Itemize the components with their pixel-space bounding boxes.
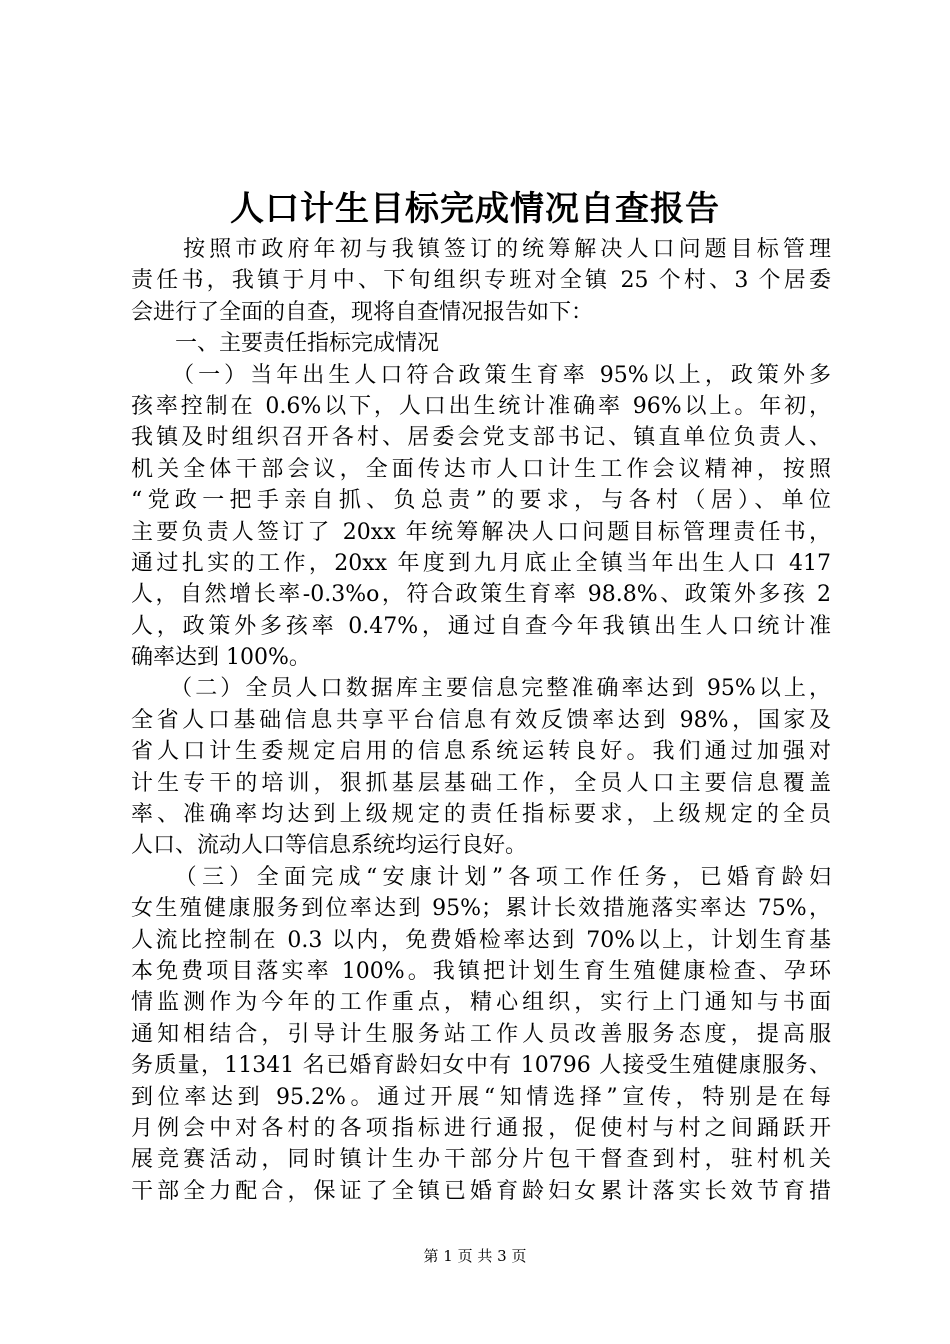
text-line: 人流比控制在 0.3 以内，免费婚检率达到 70%以上，计划生育基 [131, 927, 831, 953]
text-line: 主要负责人签订了 20xx 年统筹解决人口问题目标管理责任书， [131, 519, 831, 545]
text-line: 确率达到 100%。 [131, 645, 311, 671]
text-line: 人，自然增长率-0.3%o，符合政策生育率 98.8%、政策外多孩 2 [131, 582, 831, 608]
text-line: 孩率控制在 0.6%以下，人口出生统计准确率 96%以上。年初， [131, 393, 831, 419]
text-line: 全省人口基础信息共享平台信息有效反馈率达到 98%，国家及 [131, 707, 831, 733]
text-line: （二）全员人口数据库主要信息完整准确率达到 95%以上， [131, 676, 831, 702]
document-body [131, 234, 831, 1207]
text-line: 会进行了全面的自查，现将自查情况报告如下： [131, 299, 594, 325]
text-line: 机关全体干部会议，全面传达市人口计生工作会议精神，按照 [131, 456, 831, 482]
text-line: 责任书，我镇于月中、下旬组织专班对全镇 25 个村、3 个居委 [131, 268, 831, 294]
page-footer: 第 1 页 共 3 页 [423, 1247, 527, 1265]
text-line: 一、主要责任指标完成情况 [131, 331, 440, 357]
text-line: 展竞赛活动，同时镇计生办干部分片包干督查到村，驻村机关 [131, 1147, 831, 1173]
text-line: 人口、流动人口等信息系统均运行良好。 [131, 833, 528, 859]
text-line: 到位率达到 95.2%。通过开展“知情选择”宣传，特别是在每 [131, 1084, 831, 1110]
text-line: 情监测作为今年的工作重点，精心组织，实行上门通知与书面 [131, 990, 831, 1016]
text-line: 通知相结合，引导计生服务站工作人员改善服务态度，提高服 [131, 1021, 831, 1047]
text-line: （三）全面完成“安康计划”各项工作任务，已婚育龄妇 [131, 864, 831, 890]
text-line: 干部全力配合，保证了全镇已婚育龄妇女累计落实长效节育措 [131, 1178, 831, 1204]
text-line: 按照市政府年初与我镇签订的统筹解决人口问题目标管理 [131, 237, 831, 262]
text-line: 率、准确率均达到上级规定的责任指标要求，上级规定的全员 [131, 802, 831, 828]
text-line: 人，政策外多孩率 0.47%，通过自查今年我镇出生人口统计准 [131, 613, 831, 639]
text-line: 本免费项目落实率 100%。我镇把计划生育生殖健康检查、孕环 [131, 958, 831, 984]
text-line: （一）当年出生人口符合政策生育率 95%以上，政策外多 [131, 362, 831, 388]
text-line: 通过扎实的工作，20xx 年度到九月底止全镇当年出生人口 417 [131, 550, 831, 576]
document-title: 人口计生目标完成情况自查报告 [230, 189, 720, 229]
text-line: “党政一把手亲自抓、负总责”的要求，与各村（居）、单位 [131, 488, 831, 514]
text-line: 计生专干的培训，狠抓基层基础工作，全员人口主要信息覆盖 [131, 770, 831, 796]
text-line: 女生殖健康服务到位率达到 95%；累计长效措施落实率达 75%， [131, 896, 831, 922]
text-line: 月例会中对各村的各项指标进行通报，促使村与村之间踊跃开 [131, 1115, 831, 1141]
text-line: 省人口计生委规定启用的信息系统运转良好。我们通过加强对 [131, 739, 831, 765]
text-line: 我镇及时组织召开各村、居委会党支部书记、镇直单位负责人、 [131, 425, 831, 451]
text-line: 务质量，11341 名已婚育龄妇女中有 10796 人接受生殖健康服务、 [131, 1053, 831, 1079]
